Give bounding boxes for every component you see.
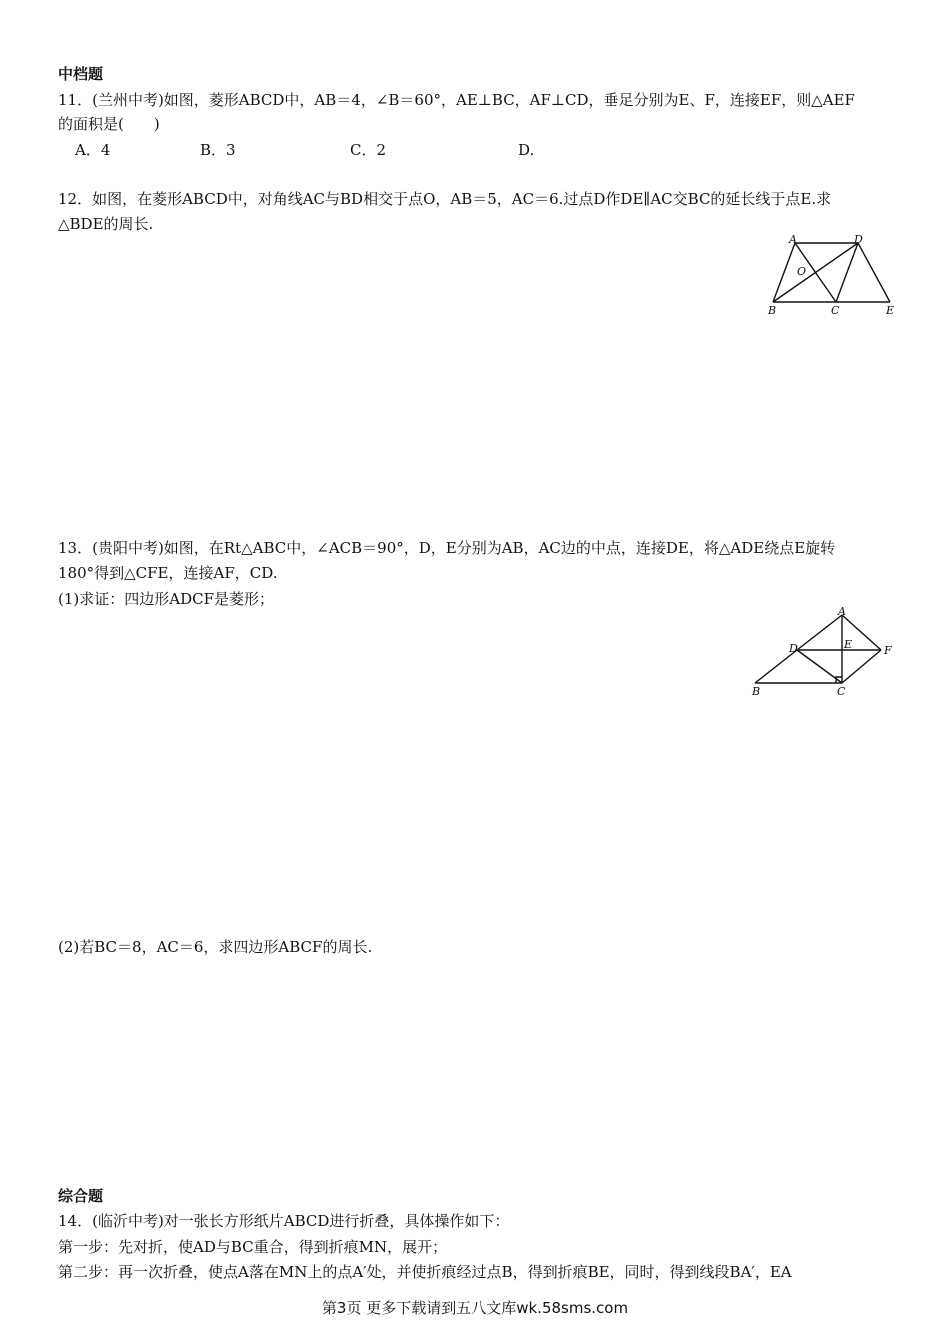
fig13-label-c: C xyxy=(837,685,846,698)
q14-line3: 第二步：再一次折叠，使点A落在MN上的点A′处，并使折痕经过点B，得到折痕BE，同时，得到线段BA′，EA xyxy=(58,1263,792,1281)
q13-figure xyxy=(745,603,905,703)
q11-option-a: A．4 xyxy=(75,141,111,159)
fig12-label-e: E xyxy=(886,304,895,317)
fig13-label-f: F xyxy=(884,644,892,657)
q12-line1: 12．如图，在菱形ABCD中，对角线AC与BD相交于点O，AB＝5，AC＝6.过点D作DE∥AC交BC的延长线于点E.求 xyxy=(58,190,832,208)
q12-figure xyxy=(760,230,910,322)
fig13-label-b: B xyxy=(752,685,761,698)
fig12-label-a: A xyxy=(789,233,797,246)
q13-part1: (1)求证：四边形ADCF是菱形； xyxy=(58,590,274,608)
fig13-label-a: A xyxy=(838,605,846,618)
q13-line1: 13．(贵阳中考)如图，在Rt△ABC中，∠ACB＝90°，D，E分别为AB，AC边的中点，连接DE，将△ADE绕点E旋转 xyxy=(58,539,836,557)
q14-line1: 14．(临沂中考)对一张长方形纸片ABCD进行折叠，具体操作如下： xyxy=(58,1212,510,1230)
q11-option-d: D. xyxy=(518,141,535,159)
section-title-middle: 中档题 xyxy=(58,65,104,83)
q11-line2: 的面积是( ) xyxy=(58,115,160,133)
fig13-label-e: E xyxy=(844,638,853,651)
section-title-comprehensive: 综合题 xyxy=(58,1187,104,1205)
page-footer: 第3页 更多下载请到五八文库wk.58sms.com xyxy=(321,1299,629,1317)
fig12-label-d: D xyxy=(854,233,863,246)
q13-part2: (2)若BC＝8，AC＝6，求四边形ABCF的周长. xyxy=(58,938,373,956)
fig12-label-c: C xyxy=(831,304,840,317)
q12-line2: △BDE的周长. xyxy=(58,215,154,233)
fig12-label-b: B xyxy=(768,304,777,317)
fig13-label-d: D xyxy=(789,642,798,655)
q11-line1: 11．(兰州中考)如图，菱形ABCD中，AB＝4，∠B＝60°，AE⊥BC，AF⊥CD，垂足分别为E、F，连接EF，则△AEF xyxy=(58,91,855,109)
q11-option-c: C．2 xyxy=(350,141,387,159)
fig12-label-o: O xyxy=(797,265,807,278)
q13-line2: 180°得到△CFE，连接AF，CD. xyxy=(58,564,278,582)
q11-option-b: B．3 xyxy=(200,141,236,159)
q14-line2: 第一步：先对折，使AD与BC重合，得到折痕MN，展开； xyxy=(58,1238,448,1256)
